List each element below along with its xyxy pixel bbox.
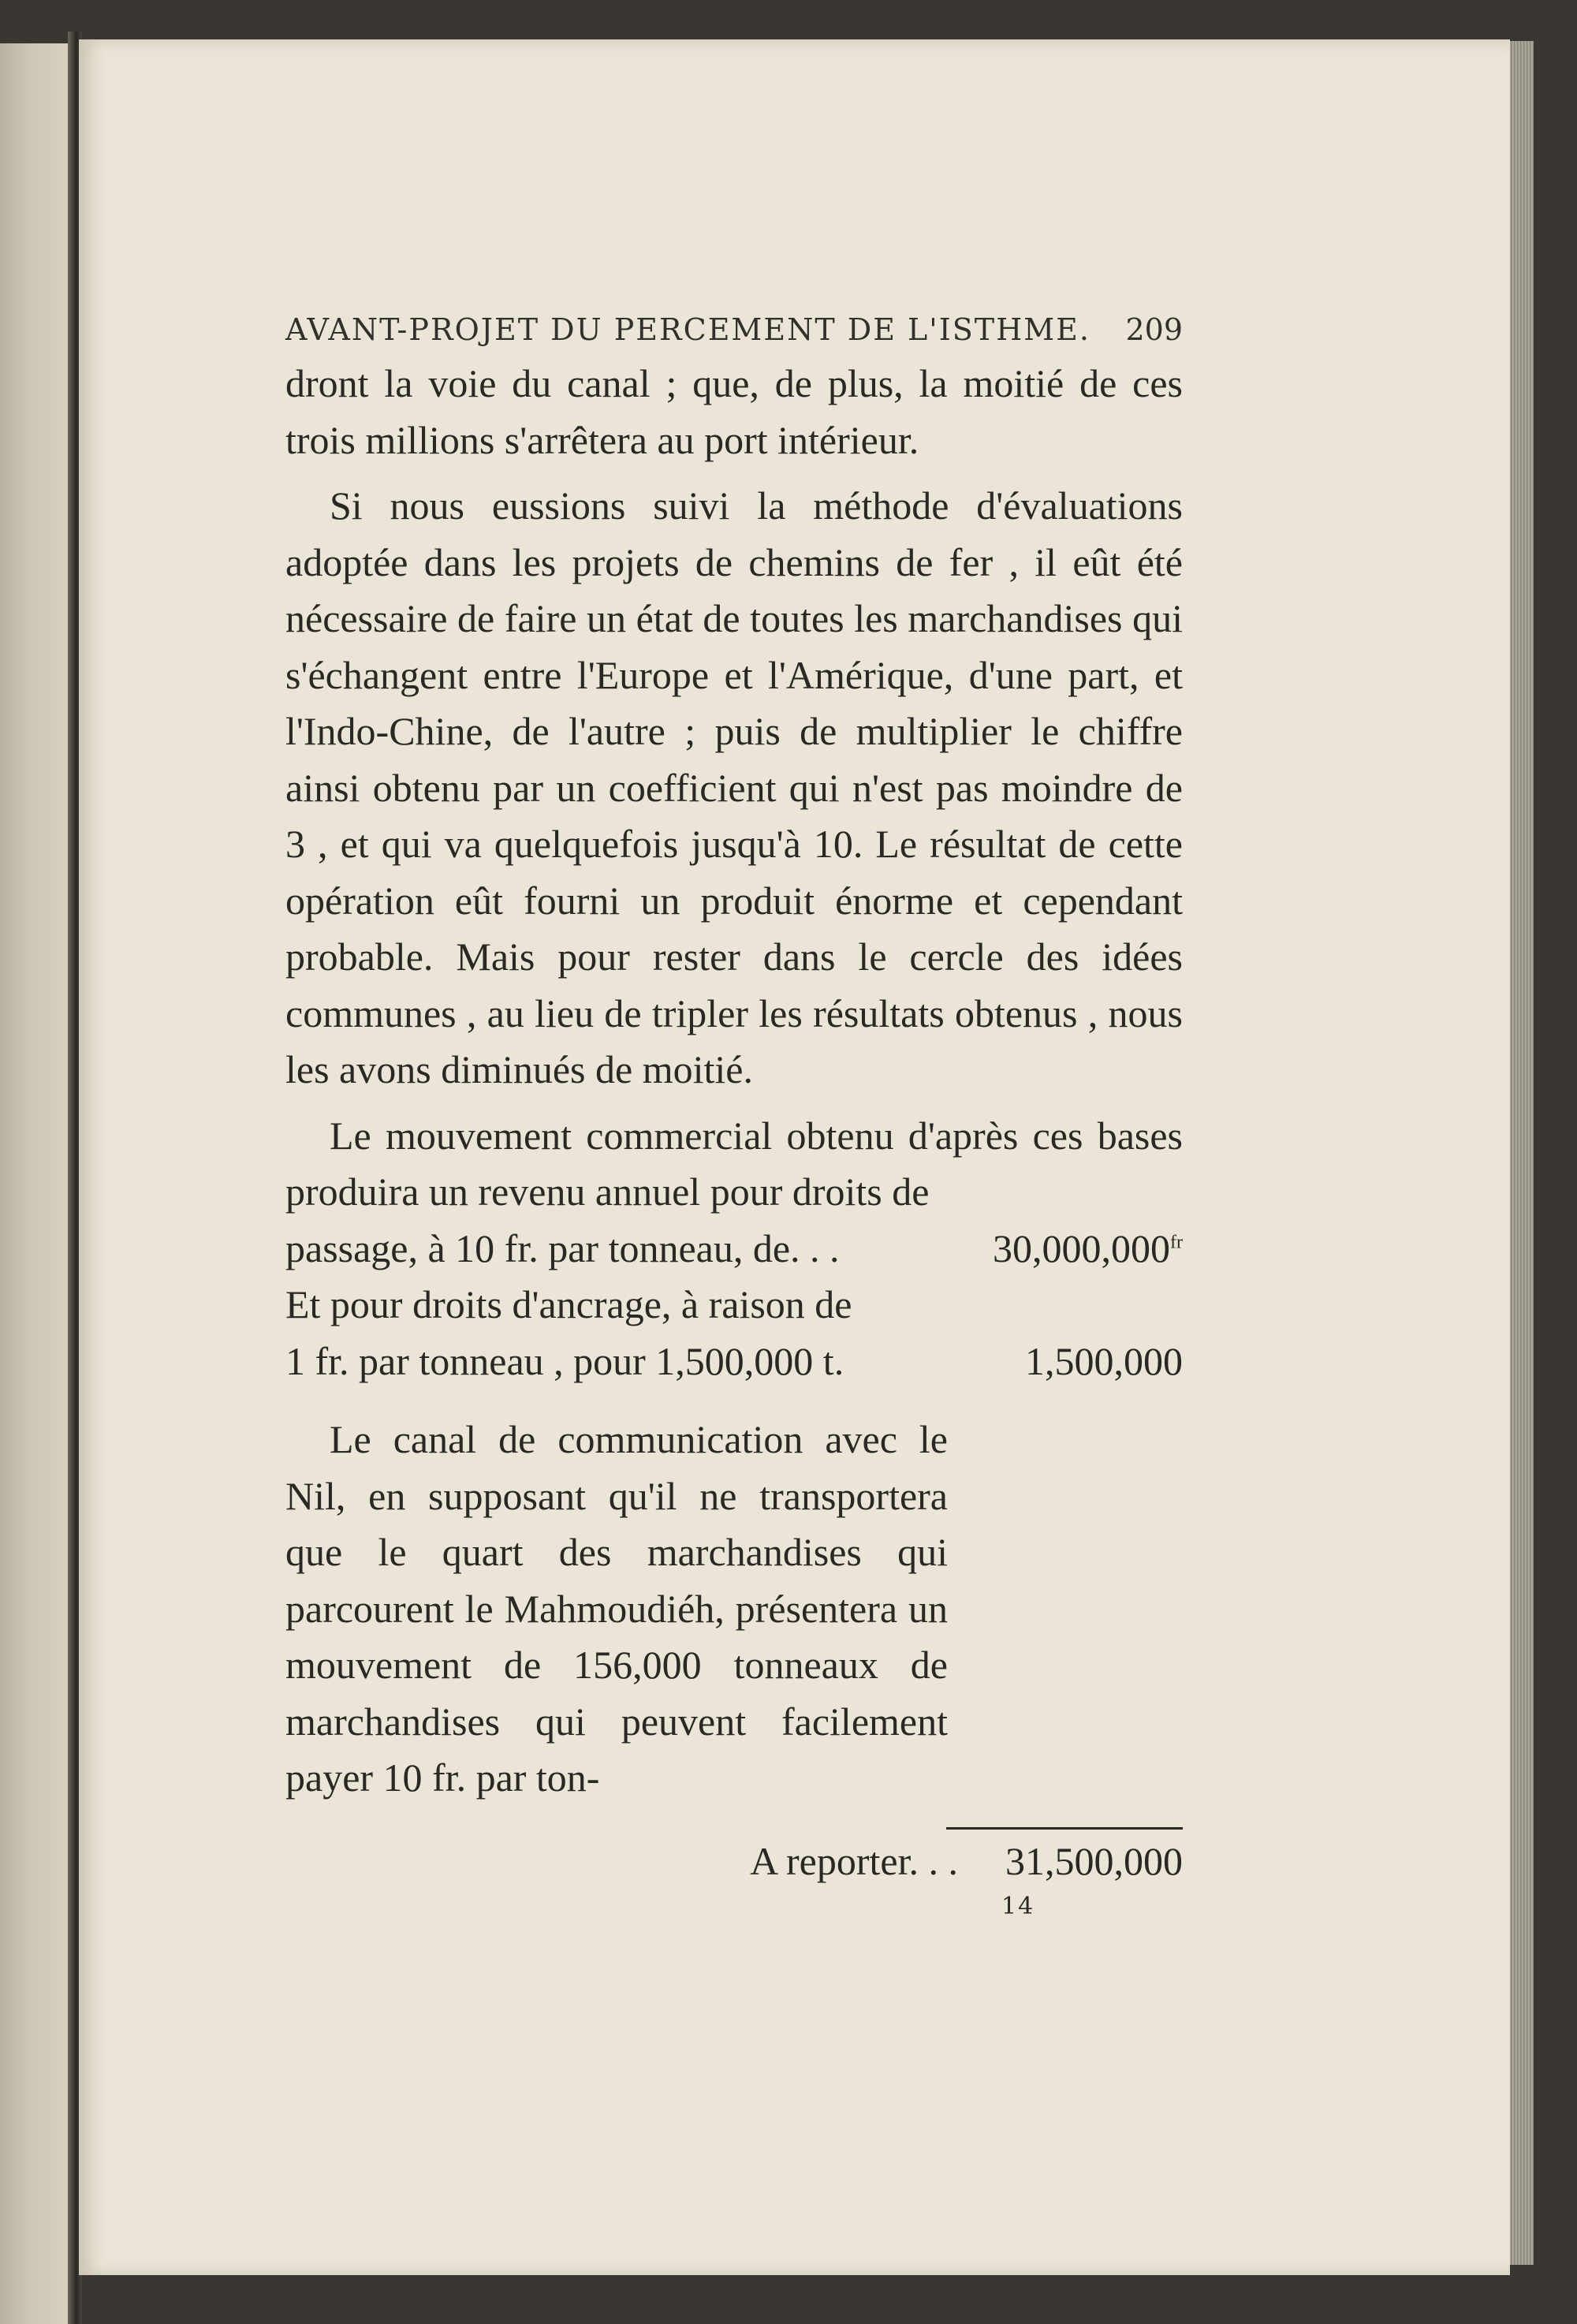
carry-amount: 31,500,000 bbox=[1005, 1838, 1183, 1883]
total-rule bbox=[946, 1827, 1183, 1830]
ledger-amount: $30,000,000^{fr}$ bbox=[993, 1225, 1183, 1270]
paragraph-mouvement: Le mouvement commercial obtenu d'après ces bases produira un revenu annuel pour droits de bbox=[285, 1113, 1183, 1214]
signature-mark: 14 bbox=[1001, 1892, 1035, 1920]
paragraph-canal: Le canal de communication avec le Nil, en supposant qu'il ne transportera que le quart des marchandises qui parcourent le Mahmoudiéh, présentera un mouvement de 156,000 tonneaux de marchandises qui peuvent facilement payer 10 fr. par ton- bbox=[285, 1417, 948, 1800]
ledger-description: 1 fr. par tonneau , pour 1,500,000 t. bbox=[285, 1338, 844, 1383]
ledger-description: Et pour droits d'ancrage, à raison de bbox=[285, 1282, 852, 1326]
ledger-row bbox=[285, 1277, 1183, 1334]
page-content bbox=[285, 304, 1183, 1920]
ledger-description: passage, à 10 fr. par tonneau, de. . . bbox=[285, 1225, 840, 1270]
franc-unit: fr bbox=[1170, 1231, 1183, 1252]
left-adjacent-page bbox=[0, 43, 77, 2324]
carry-forward bbox=[285, 1834, 1183, 1888]
carry-label: A reporter. . . bbox=[750, 1838, 958, 1883]
page-number: 209 bbox=[1125, 312, 1183, 347]
paragraph-methode: Si nous eussions suivi la méthode d'évaluations adoptée dans les projets de chemins de fer , il eût été nécessaire de faire un état de toutes les marchandises qui s'échangent entre l'Europe et l'Amérique, d'une part, et l'Indo-Chine, de l'autre ; puis de multiplier le chiffre ainsi obtenu par un coefficient qui n'est pas moindre de 3 , et qui va quelquefois jusqu'à 10. Le résultat de cette opération eût fourni un produit énorme et cependant probable. Mais pour rester dans le cercle des idées communes , au lieu de tripler les résultats obtenus , nous les avons diminués de moitié. bbox=[285, 483, 1183, 1091]
ledger-row bbox=[285, 1334, 1183, 1390]
revenue-ledger bbox=[285, 1221, 1183, 1390]
running-head bbox=[285, 304, 1183, 356]
ledger-row bbox=[285, 1221, 1183, 1278]
ledger-amount: 1,500,000 bbox=[1025, 1338, 1183, 1383]
paragraph-continuation: dront la voie du canal ; que, de plus, la moitié de ces trois millions s'arrêtera au port intérieur. bbox=[285, 361, 1183, 462]
running-head-title: AVANT-PROJET DU PERCEMENT DE L'ISTHME. bbox=[285, 312, 1090, 347]
